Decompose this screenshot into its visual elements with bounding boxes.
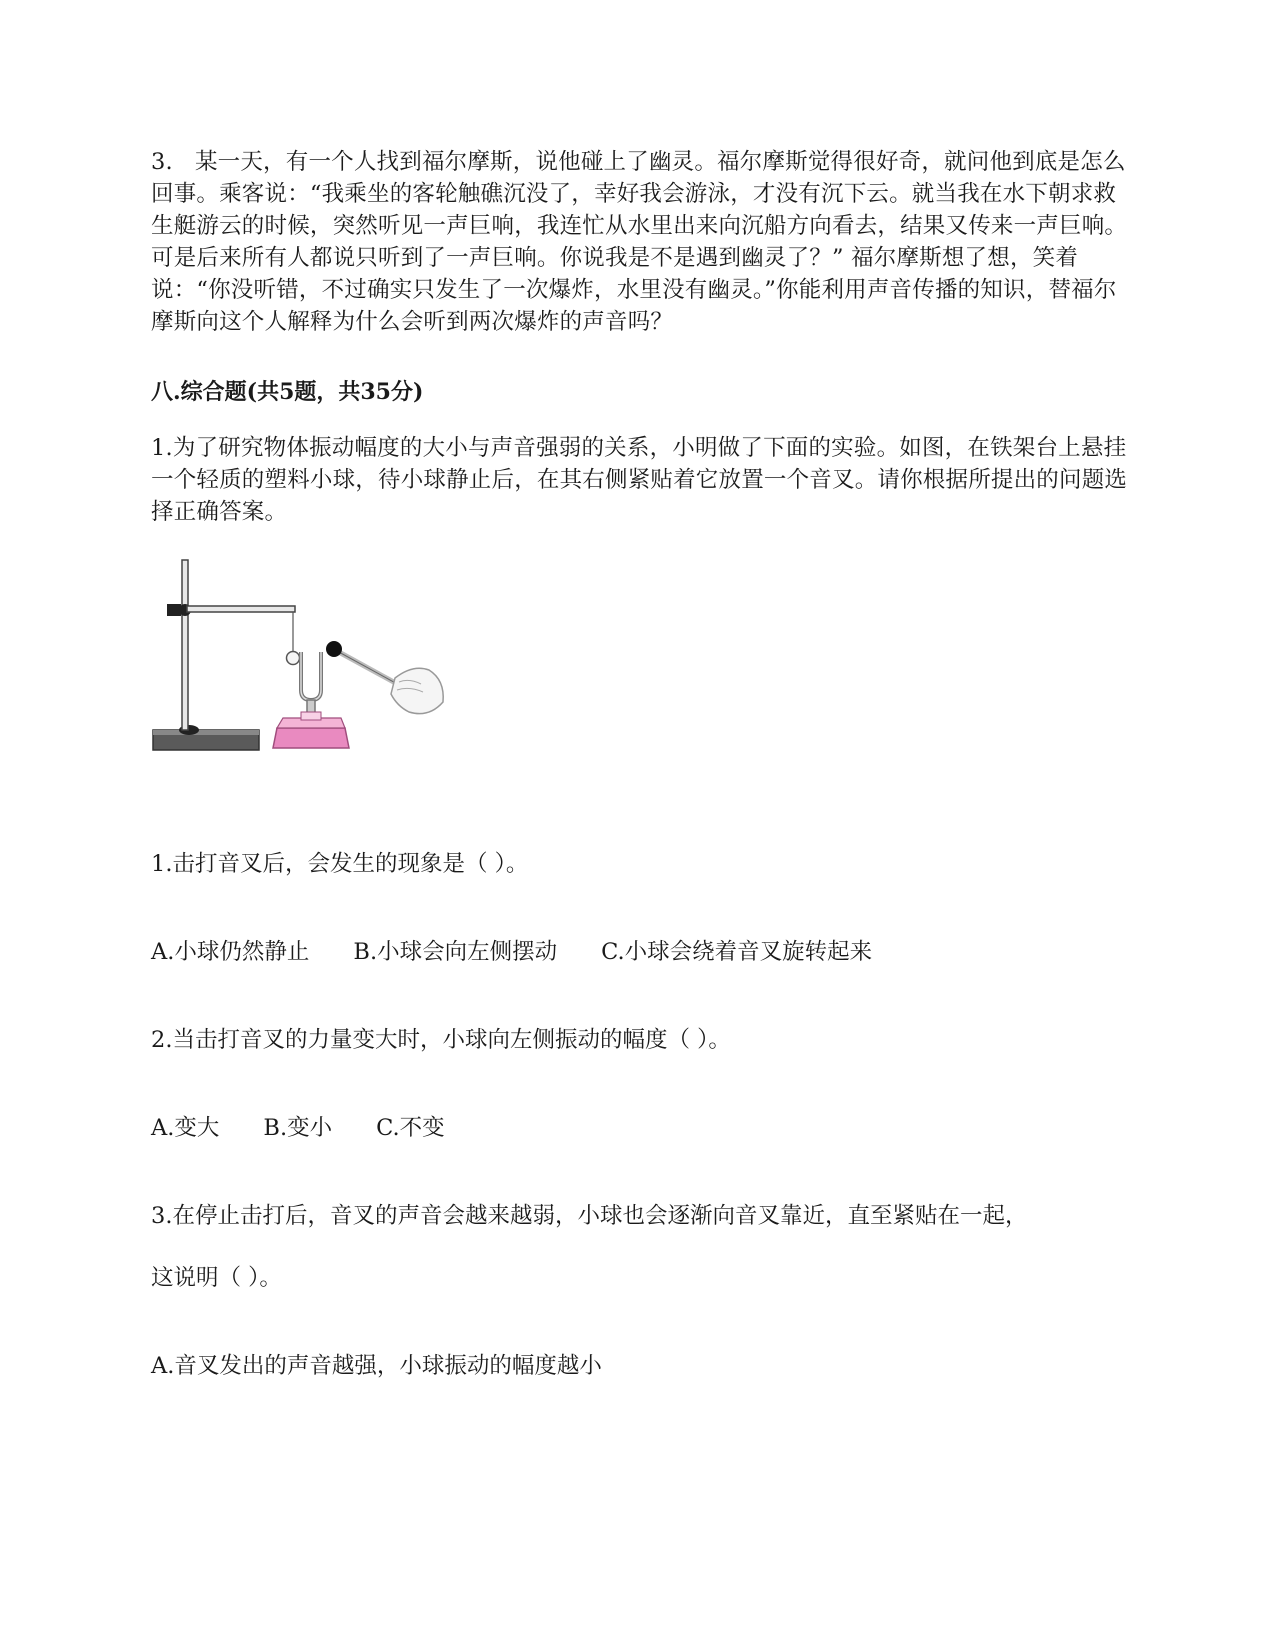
option-2a: A.变大	[151, 1115, 220, 1141]
option-1a: A.小球仍然静止	[151, 939, 310, 965]
stand-clamp	[167, 604, 181, 616]
sub-question-1: 1.击打音叉后，会发生的现象是（ ）。	[151, 851, 529, 877]
option-3a: A.音叉发出的声音越强，小球振动的幅度越小	[151, 1353, 602, 1379]
tuning-fork-experiment-illustration	[151, 552, 471, 792]
question-3-number: 3.	[151, 149, 173, 175]
question-3	[151, 146, 1131, 338]
section-title: 八.综合题(共5题，共35分)	[151, 379, 424, 405]
tuning-fork	[301, 652, 321, 700]
stand-arm	[187, 606, 295, 612]
experiment-figure	[151, 552, 471, 792]
question-3-text: 某一天，有一个人找到福尔摩斯，说他碰上了幽灵。福尔摩斯觉得很好奇，就问他到底是怎么回事。乘客说：“我乘坐的客轮触礁沉没了，幸好我会游泳，才没有沉下云。就当我在水下朝求救生艇游云的时候，突然听见一声巨响，我连忙从水里出来向沉船方向看去，结果又传来一声巨响。可是后来所有人都说只听到了一声巨响。你说我是不是遇到幽灵了？” 福尔摩斯想了想，笑着说：“你没听错，不过确实只发生了一次爆炸，水里没有幽灵。”你能利用声音传播的知识，替福尔摩斯向这个人解释为什么会听到两次爆炸的声音吗？	[151, 149, 1128, 335]
sub-question-2: 2.当击打音叉的力量变大时，小球向左侧振动的幅度（ ）。	[151, 1027, 731, 1053]
plastic-ball	[287, 652, 300, 665]
stand-rod	[182, 560, 188, 730]
document-page	[151, 146, 1131, 1382]
sub-question-1-options	[151, 936, 1131, 968]
option-1b: B.小球会向左侧摆动	[353, 939, 558, 965]
hand-icon	[391, 668, 443, 713]
sub-question-3: 3.在停止击打后，音叉的声音会越来越弱，小球也会逐渐向音叉靠近，直至紧贴在一起，	[151, 1203, 1028, 1229]
option-2b: B.变小	[263, 1115, 333, 1141]
option-2c: C.不变	[376, 1115, 445, 1141]
option-1c: C.小球会绕着音叉旋转起来	[601, 939, 873, 965]
sub-question-2-options	[151, 1112, 1131, 1144]
sub-question-3-continued: 这说明（ ）。	[151, 1265, 282, 1291]
resonance-box	[273, 728, 349, 748]
problem-1-intro: 1.为了研究物体振动幅度的大小与声音强弱的关系，小明做了下面的实验。如图，在铁架台上悬挂一个轻质的塑料小球，待小球静止后，在其右侧紧贴着它放置一个音叉。请你根据所提出的问题选择正确答案。	[151, 435, 1128, 525]
mallet-head	[326, 641, 342, 657]
